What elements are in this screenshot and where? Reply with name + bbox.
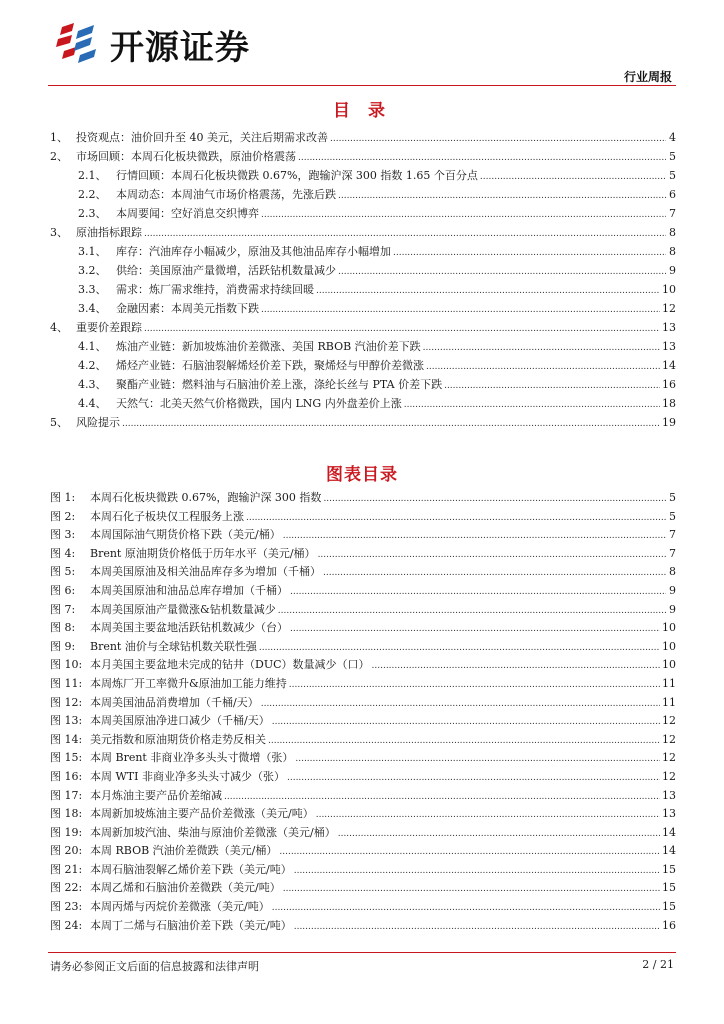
entry-page: 12 bbox=[662, 714, 676, 728]
entry-title: 金融因素：本周美元指数下跌 bbox=[116, 302, 259, 315]
entry-page: 8 bbox=[669, 245, 676, 258]
toc-entry[interactable] bbox=[50, 223, 676, 242]
leader-dots bbox=[338, 261, 666, 282]
entry-number: 图 23: bbox=[50, 900, 83, 914]
entry-number: 1、 bbox=[50, 131, 68, 144]
leader-dots bbox=[144, 223, 666, 244]
toc-entry[interactable] bbox=[50, 261, 676, 280]
entry-page: 12 bbox=[662, 769, 676, 783]
entry-title: 需求：炼厂需求维持，消费需求持续回暖 bbox=[116, 283, 314, 296]
entry-title: 本周丙烯与丙烷价差微涨（美元/吨） bbox=[90, 900, 270, 914]
figure-entry[interactable] bbox=[50, 694, 676, 713]
entry-page: 4 bbox=[669, 131, 676, 144]
entry-title: 聚酯产业链：燃料油与石脑油价差上涨，涤纶长丝与 PTA 价差下跌 bbox=[116, 378, 443, 391]
toc-entry[interactable] bbox=[50, 356, 676, 375]
entry-number: 图 3: bbox=[50, 528, 76, 542]
entry-number: 3.2、 bbox=[78, 264, 107, 277]
figure-entry[interactable] bbox=[50, 601, 676, 620]
entry-page: 7 bbox=[669, 207, 676, 220]
brand-logo-text: 开源证券 bbox=[110, 28, 250, 68]
figures-title: 图表目录 bbox=[326, 465, 398, 485]
leader-dots bbox=[290, 619, 660, 639]
leader-dots bbox=[279, 842, 660, 862]
figure-entry[interactable] bbox=[50, 749, 676, 768]
entry-number: 图 5: bbox=[50, 565, 76, 579]
figure-entry[interactable] bbox=[50, 526, 676, 545]
entry-number: 图 7: bbox=[50, 602, 76, 616]
entry-number: 图 19: bbox=[50, 825, 83, 839]
figure-entry[interactable] bbox=[50, 545, 676, 564]
entry-number: 2.1、 bbox=[78, 169, 107, 182]
entry-number: 4.1、 bbox=[78, 340, 107, 353]
entry-number: 4、 bbox=[50, 321, 68, 334]
entry-number: 图 11: bbox=[50, 676, 83, 690]
entry-number: 3、 bbox=[50, 226, 68, 239]
leader-dots bbox=[283, 879, 660, 899]
entry-page: 12 bbox=[662, 302, 676, 315]
entry-title: 本周动态：本周油气市场价格震荡，先涨后跌 bbox=[116, 188, 336, 201]
leader-dots bbox=[278, 601, 666, 621]
leader-dots bbox=[272, 712, 660, 732]
entry-number: 3.4、 bbox=[78, 302, 107, 315]
leader-dots bbox=[287, 768, 660, 788]
entry-page: 14 bbox=[662, 359, 676, 372]
entry-title: 本周美国原油产量微涨&钻机数量减少 bbox=[90, 602, 276, 616]
entry-page: 7 bbox=[669, 546, 676, 560]
leader-dots bbox=[330, 128, 666, 149]
entry-page: 14 bbox=[662, 844, 676, 858]
entry-number: 4.2、 bbox=[78, 359, 107, 372]
entry-page: 10 bbox=[662, 658, 676, 672]
leader-dots bbox=[294, 861, 660, 881]
entry-page: 8 bbox=[669, 565, 676, 579]
entry-page: 5 bbox=[669, 150, 676, 163]
leader-dots bbox=[268, 731, 660, 751]
entry-title: 本周 RBOB 汽油价差微跌（美元/桶） bbox=[90, 844, 278, 858]
entry-page: 15 bbox=[662, 881, 676, 895]
entry-number: 图 4: bbox=[50, 546, 76, 560]
entry-page: 13 bbox=[662, 788, 676, 802]
list-of-figures bbox=[50, 489, 676, 935]
leader-dots bbox=[338, 824, 660, 844]
entry-title: 本周美国主要盆地活跃钻机数减少（台） bbox=[90, 621, 288, 635]
leader-dots bbox=[316, 805, 660, 825]
entry-page: 13 bbox=[662, 807, 676, 821]
figure-entry[interactable] bbox=[50, 787, 676, 806]
entry-page: 5 bbox=[669, 491, 676, 504]
figure-entry[interactable] bbox=[50, 563, 676, 582]
entry-title: 风险提示 bbox=[76, 416, 120, 429]
leader-dots bbox=[272, 898, 660, 918]
entry-page: 12 bbox=[662, 732, 676, 746]
entry-title: 市场回顾：本周石化板块微跌，原油价格震荡 bbox=[76, 150, 296, 163]
entry-number: 4.4、 bbox=[78, 397, 107, 410]
figure-entry[interactable] bbox=[50, 898, 676, 917]
leader-dots bbox=[318, 545, 666, 565]
leader-dots bbox=[404, 394, 660, 415]
entry-number: 图 12: bbox=[50, 695, 83, 709]
page-header bbox=[48, 18, 676, 82]
leader-dots bbox=[295, 749, 660, 769]
entry-number: 图 8: bbox=[50, 621, 76, 635]
entry-title: 本月美国主要盆地未完成的钻井（DUC）数量减少（口） bbox=[90, 658, 370, 672]
leader-dots bbox=[323, 563, 666, 583]
brand-logo bbox=[54, 20, 250, 69]
leader-dots bbox=[144, 318, 660, 339]
entry-title: Brent 油价与全球钻机数关联性强 bbox=[90, 639, 257, 653]
leader-dots bbox=[224, 787, 660, 807]
entry-title: 本月炼油主要产品价差缩减 bbox=[90, 788, 222, 802]
leader-dots bbox=[480, 166, 666, 187]
entry-number: 3.1、 bbox=[78, 245, 107, 258]
figure-entry[interactable] bbox=[50, 861, 676, 880]
toc-entry[interactable] bbox=[50, 413, 676, 432]
figure-entry[interactable] bbox=[50, 712, 676, 731]
toc-entry[interactable] bbox=[50, 394, 676, 413]
leader-dots bbox=[298, 147, 666, 168]
entry-page: 7 bbox=[669, 528, 676, 542]
toc-entry[interactable] bbox=[50, 299, 676, 318]
leader-dots bbox=[294, 917, 660, 937]
entry-title: 本周 Brent 非商业净多头头寸微增（张） bbox=[90, 751, 294, 765]
footer-divider bbox=[48, 952, 676, 953]
figure-entry[interactable] bbox=[50, 917, 676, 936]
entry-page: 18 bbox=[662, 397, 676, 410]
toc-entry[interactable] bbox=[50, 337, 676, 356]
figure-entry[interactable] bbox=[50, 619, 676, 638]
entry-page: 10 bbox=[662, 639, 676, 653]
entry-title: 本周美国原油净进口减少（千桶/天） bbox=[90, 714, 270, 728]
leader-dots bbox=[323, 489, 666, 509]
entry-page: 6 bbox=[669, 188, 676, 201]
entry-number: 5、 bbox=[50, 416, 68, 429]
entry-page: 16 bbox=[662, 918, 676, 932]
entry-page: 9 bbox=[669, 264, 676, 277]
entry-title: 投资观点：油价回升至 40 美元，关注后期需求改善 bbox=[76, 131, 328, 144]
entry-title: 原油指标跟踪 bbox=[76, 226, 142, 239]
toc-entry[interactable] bbox=[50, 128, 676, 147]
leader-dots bbox=[122, 413, 660, 434]
toc-entry[interactable] bbox=[50, 375, 676, 394]
entry-page: 10 bbox=[662, 283, 676, 296]
entry-title: 重要价差跟踪 bbox=[76, 321, 142, 334]
entry-number: 图 9: bbox=[50, 639, 76, 653]
entry-title: 本周要闻：空好消息交织博弈 bbox=[116, 207, 259, 220]
figure-entry[interactable] bbox=[50, 675, 676, 694]
entry-title: 炼油产业链：新加坡炼油价差微涨、美国 RBOB 汽油价差下跌 bbox=[116, 340, 421, 353]
leader-dots bbox=[289, 675, 660, 695]
entry-page: 13 bbox=[662, 340, 676, 353]
toc-entry[interactable] bbox=[50, 166, 676, 185]
leader-dots bbox=[261, 204, 666, 225]
leader-dots bbox=[393, 242, 666, 263]
leader-dots bbox=[316, 280, 660, 301]
entry-number: 图 24: bbox=[50, 918, 83, 932]
figure-entry[interactable] bbox=[50, 508, 676, 527]
entry-number: 2.2、 bbox=[78, 188, 107, 201]
entry-number: 图 10: bbox=[50, 658, 83, 672]
leader-dots bbox=[261, 694, 660, 714]
figure-entry[interactable] bbox=[50, 582, 676, 601]
entry-number: 4.3、 bbox=[78, 378, 107, 391]
figure-entry[interactable] bbox=[50, 656, 676, 675]
entry-page: 11 bbox=[662, 695, 676, 709]
figure-entry[interactable] bbox=[50, 489, 676, 508]
entry-title: 美元指数和原油期货价格走势反相关 bbox=[90, 732, 266, 746]
entry-page: 15 bbox=[662, 900, 676, 914]
leader-dots bbox=[444, 375, 660, 396]
leader-dots bbox=[246, 508, 666, 528]
entry-number: 2.3、 bbox=[78, 207, 107, 220]
entry-title: 本周新加坡汽油、柴油与原油价差微涨（美元/桶） bbox=[90, 825, 336, 839]
entry-title: 本周美国原油和油品总库存增加（千桶） bbox=[90, 583, 288, 597]
figure-entry[interactable] bbox=[50, 842, 676, 861]
leader-dots bbox=[290, 582, 666, 602]
leader-dots bbox=[338, 185, 666, 206]
entry-title: 本周新加坡炼油主要产品价差微涨（美元/吨） bbox=[90, 807, 314, 821]
entry-number: 2、 bbox=[50, 150, 68, 163]
toc-title: 目 录 bbox=[333, 101, 391, 121]
entry-title: 烯烃产业链：石脑油裂解烯烃价差下跌，聚烯烃与甲醇价差微涨 bbox=[116, 359, 424, 372]
entry-page: 19 bbox=[662, 416, 676, 429]
leader-dots bbox=[259, 638, 660, 658]
entry-title: 本周美国原油及相关油品库存多为增加（千桶） bbox=[90, 565, 321, 579]
entry-number: 图 14: bbox=[50, 732, 83, 746]
entry-page: 16 bbox=[662, 378, 676, 391]
entry-number: 图 22: bbox=[50, 881, 83, 895]
figure-entry[interactable] bbox=[50, 879, 676, 898]
leader-dots bbox=[372, 656, 660, 676]
entry-title: 库存：汽油库存小幅减少，原油及其他油品库存小幅增加 bbox=[116, 245, 391, 258]
leader-dots bbox=[426, 356, 660, 377]
entry-title: 本周石化子板块仅工程服务上涨 bbox=[90, 509, 244, 523]
figure-entry[interactable] bbox=[50, 805, 676, 824]
leader-dots bbox=[423, 337, 660, 358]
page-indicator: 2 / 21 bbox=[642, 958, 674, 971]
entry-title: 本周 WTI 非商业净多头头寸减少（张） bbox=[90, 769, 285, 783]
entry-title: 本周炼厂开工率微升&原油加工能力维持 bbox=[90, 676, 287, 690]
leader-dots bbox=[283, 526, 666, 546]
entry-title: 本周石化板块微跌 0.67%，跑输沪深 300 指数 bbox=[90, 491, 322, 504]
entry-page: 11 bbox=[662, 676, 676, 690]
toc-entry[interactable] bbox=[50, 147, 676, 166]
toc-entry[interactable] bbox=[50, 280, 676, 299]
toc-entry[interactable] bbox=[50, 185, 676, 204]
header-divider bbox=[48, 85, 676, 86]
brand-logo-icon bbox=[54, 21, 106, 69]
entry-number: 图 21: bbox=[50, 862, 83, 876]
footer-disclaimer: 请务必参阅正文后面的信息披露和法律声明 bbox=[50, 960, 259, 973]
entry-title: 本周丁二烯与石脑油价差下跌（美元/吨） bbox=[90, 918, 292, 932]
entry-page: 13 bbox=[662, 321, 676, 334]
entry-page: 9 bbox=[669, 583, 676, 597]
entry-title: 本周国际油气期货价格下跌（美元/桶） bbox=[90, 528, 281, 542]
toc-entry[interactable] bbox=[50, 242, 676, 261]
entry-number: 3.3、 bbox=[78, 283, 107, 296]
entry-number: 图 13: bbox=[50, 714, 83, 728]
entry-number: 图 1: bbox=[50, 491, 76, 504]
toc-entry[interactable] bbox=[50, 204, 676, 223]
entry-title: 本周乙烯和石脑油价差微跌（美元/吨） bbox=[90, 881, 281, 895]
entry-number: 图 2: bbox=[50, 509, 76, 523]
entry-page: 5 bbox=[669, 169, 676, 182]
figure-entry[interactable] bbox=[50, 768, 676, 787]
entry-number: 图 20: bbox=[50, 844, 83, 858]
leader-dots bbox=[261, 299, 660, 320]
figure-entry[interactable] bbox=[50, 638, 676, 657]
figure-entry[interactable] bbox=[50, 824, 676, 843]
entry-page: 10 bbox=[662, 621, 676, 635]
report-type-label: 行业周报 bbox=[623, 70, 672, 84]
entry-page: 5 bbox=[669, 509, 676, 523]
entry-number: 图 17: bbox=[50, 788, 83, 802]
entry-title: 天然气：北美天然气价格微跌，国内 LNG 内外盘差价上涨 bbox=[116, 397, 402, 410]
entry-title: 行情回顾：本周石化板块微跌 0.67%，跑输沪深 300 指数 1.65 个百分点 bbox=[116, 169, 478, 182]
entry-page: 12 bbox=[662, 751, 676, 765]
figure-entry[interactable] bbox=[50, 731, 676, 750]
entry-title: Brent 原油期货价格低于历年水平（美元/桶） bbox=[90, 546, 316, 560]
entry-page: 15 bbox=[662, 862, 676, 876]
entry-number: 图 16: bbox=[50, 769, 83, 783]
entry-number: 图 18: bbox=[50, 807, 83, 821]
entry-title: 本周石脑油裂解乙烯价差下跌（美元/吨） bbox=[90, 862, 292, 876]
table-of-contents bbox=[50, 128, 676, 432]
entry-page: 8 bbox=[669, 226, 676, 239]
toc-entry[interactable] bbox=[50, 318, 676, 337]
entry-title: 本周美国油品消费增加（千桶/天） bbox=[90, 695, 259, 709]
entry-number: 图 15: bbox=[50, 751, 83, 765]
entry-page: 14 bbox=[662, 825, 676, 839]
entry-page: 9 bbox=[669, 602, 676, 616]
entry-title: 供给：美国原油产量微增，活跃钻机数量减少 bbox=[116, 264, 336, 277]
entry-number: 图 6: bbox=[50, 583, 76, 597]
